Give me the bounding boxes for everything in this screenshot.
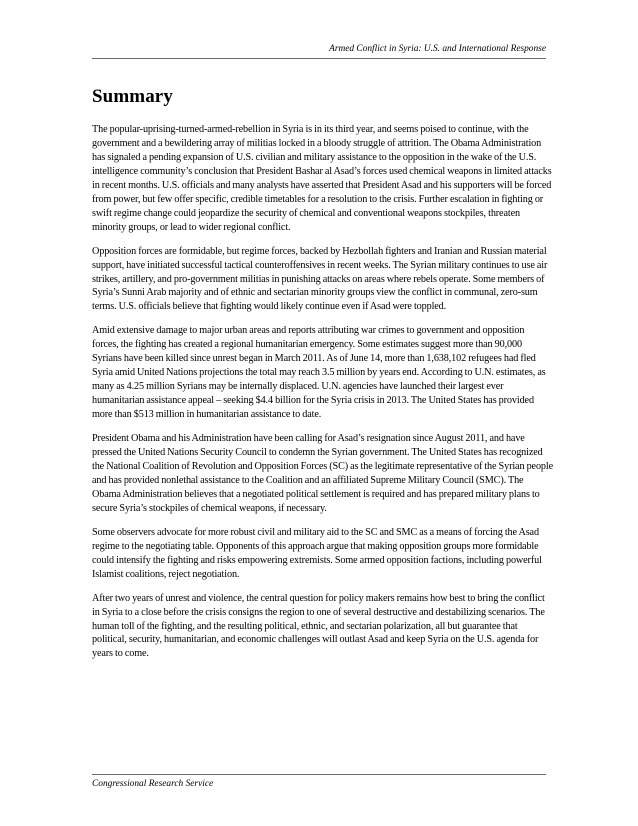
summary-paragraph-3: Amid extensive damage to major urban areas and reports attributing war crimes to government and opposition forces, the fighting has created a regional humanitarian emergency. Some estimates suggest more than 90,000 Syrians have been killed since unrest began in March 2011. As of June 14, more than 1,638,102 refugees had fled Syria amid United Nations projections the total may reach 3.5 million by years end. According to U.N. estimates, as many as 4.25 million Syrians may be internally displaced. U.N. agencies have launched their largest ever humanitarian assistance appeal – seeking $4.4 billion for the Syria crisis in 2013. The United States has provided more than $513 million in humanitarian assistance to date.: [92, 325, 546, 421]
running-header: Armed Conflict in Syria: U.S. and International Response: [329, 44, 546, 54]
footer-organization: Congressional Research Service: [92, 779, 214, 789]
footer-divider: [92, 774, 546, 775]
summary-paragraph-5: Some observers advocate for more robust civil and military aid to the SC and SMC as a means of forcing the Asad regime to the negotiating table. Opponents of this approach argue that making opposition groups more formidable could intensify the fighting and risks empowering extremists. Some armed opposition factions, including powerful Islamist coalitions, reject negotiation.: [92, 526, 542, 580]
summary-body: [92, 123, 553, 671]
summary-paragraph-6: After two years of unrest and violence, the central question for policy makers remains how best to bring the conflict in Syria to a close before the crisis consigns the region to one of several destructive and destabilizing scenarios. The human toll of the fighting, and the resulting political, ethnic, and sectarian polarization, all but guarantee that political, security, humanitarian, and economic challenges will outlast Asad and keep Syria on the U.S. agenda for years to come.: [92, 592, 545, 660]
summary-paragraph-2: Opposition forces are formidable, but regime forces, backed by Hezbollah fighters and Iranian and Russian material support, have initiated successful tactical counteroffensives in recent weeks. The Syrian military continues to use air strikes, artillery, and pro-government militias in punishing attacks on areas where rebels operate. Some members of Syria’s Sunni Arab majority and of ethnic and sectarian minority groups view the conflict in communal, zero-sum terms. U.S. officials believe that fighting would likely continue even if Asad were toppled.: [92, 245, 548, 313]
header-divider: [92, 58, 546, 59]
section-title: Summary: [92, 86, 173, 107]
summary-paragraph-4: President Obama and his Administration have been calling for Asad’s resignation since August 2011, and have pressed the United Nations Security Council to condemn the Syrian government. The United States has recognized the National Coalition of Revolution and Opposition Forces (SC) as the legitimate representative of the Syrian people and has provided nonlethal assistance to the Coalition and an affiliated Supreme Military Council (SMC). The Obama Administration believes that a negotiated political settlement is required and has prepared military plans to secure Syria’s stockpiles of chemical weapons, if necessary.: [92, 433, 553, 514]
summary-paragraph-1: The popular-uprising-turned-armed-rebellion in Syria is in its third year, and seems poised to continue, with the government and a bewildering array of militias locked in a bloody struggle of attrition. The Obama Administration has signaled a pending expansion of U.S. civilian and military assistance to the opposition in the wake of the U.S. intelligence community’s conclusion that President Bashar al Asad’s forces used chemical weapons in limited attacks in recent months. U.S. officials and many analysts have asserted that President Asad and his supporters will be forced from power, but few offer specific, credible timetables for a resolution to the crisis. Further escalation in fighting or swift regime change could jeopardize the security of chemical and conventional weapons stockpiles, threaten minority groups, or lead to wider regional conflict.: [92, 124, 552, 233]
